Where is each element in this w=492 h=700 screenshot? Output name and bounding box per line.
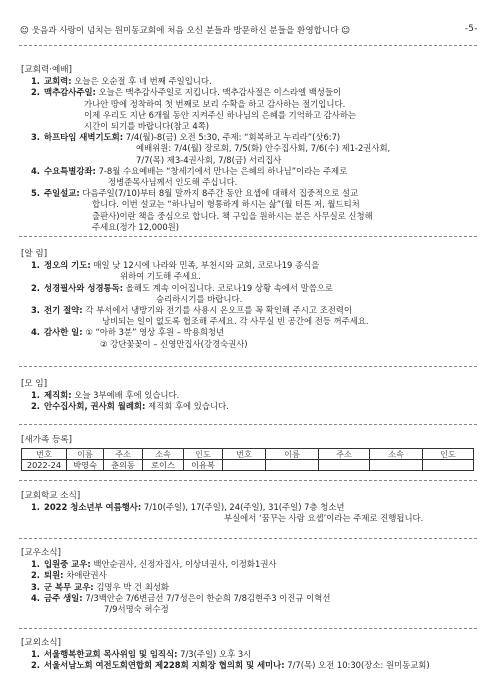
divider — [19, 424, 477, 425]
item-text: 제직회 후에 있습니다. — [148, 401, 229, 412]
item-text-line — [44, 327, 477, 338]
item-text-line: 정병준목사님께서 인도해 주십니다. — [108, 177, 238, 188]
item-label: 금주 생일: — [44, 592, 83, 603]
table-header-cell: 주소 — [319, 449, 370, 460]
list-item — [19, 593, 477, 615]
item-label: 성경필사와 성경통독: — [44, 282, 124, 293]
table-cell — [319, 460, 370, 471]
item-label: 정오의 기도: — [44, 260, 91, 271]
item-number: 2. — [30, 660, 40, 671]
item-number: 4. — [30, 327, 40, 338]
item-number: 1. — [30, 502, 40, 513]
item-text: 올해도 계속 이어집니다. 코로나19 상황 속에서 말씀으로 — [125, 282, 334, 293]
table-header-cell: 인도 — [184, 449, 223, 460]
list-item — [19, 166, 477, 188]
item-label: 감사한 일: — [44, 327, 83, 338]
page-number: -5- — [464, 24, 478, 34]
table-cell: 이유복 — [184, 460, 223, 471]
item-text-line: 시간이 되기를 바랍니다(참고 4쪽) — [84, 121, 210, 132]
section-title: [ 새가족 등록 ] — [19, 435, 74, 446]
table-header-cell: 소속 — [370, 449, 423, 460]
table-cell — [370, 460, 423, 471]
item-text-line: 출판사)이란 책을 중심으로 합니다. 책 구입을 원하시는 분은 사무실로 신청해 — [92, 210, 373, 221]
item-number: 1. — [30, 76, 40, 87]
item-text: 7/3백안순 7/6변금선 7/7성은이 한순희 7/8김현주3 이진규 이혁선 — [85, 592, 331, 603]
item-text-line — [44, 582, 477, 593]
divider — [19, 628, 477, 629]
table-header-cell: 인도 — [423, 449, 474, 460]
item-label: 군 복무 교우: — [44, 581, 94, 592]
item-label: 서울서남노회 여전도회연합회 제228회 지회장 협의회 및 세미나: — [44, 660, 285, 671]
item-text-line — [44, 166, 477, 177]
list-item — [19, 582, 477, 593]
item-text-line — [44, 76, 477, 87]
item-text-line: 주세요(정가 12,000원) — [92, 221, 180, 232]
item-text-line: 승리하시기를 바랍니다. — [156, 293, 243, 304]
item-text: 7/10(주일), 17(주일), 24(주일), 31(주일) 7층 청소년 — [143, 502, 345, 513]
item-number: 1. — [30, 649, 40, 660]
item-label: 서울행복한교회 목사위임 및 임직식: — [44, 649, 178, 660]
section-title: [ 모 임 ] — [19, 379, 49, 390]
section-notice — [19, 248, 477, 350]
section-new-family — [19, 434, 477, 471]
table-cell: 로이스 — [143, 460, 184, 471]
table-header-cell: 번호 — [223, 449, 266, 460]
item-label: 하프타임 새벽기도회: — [44, 132, 124, 143]
table-cell: 2022-24 — [22, 460, 67, 471]
item-text: 7-8월 수요예배는 “창세기에서 만나는 은혜의 하나님”이라는 주제로 — [98, 165, 348, 176]
item-text: 각 부서에서 냉방기와 전기를 사용시 온오프를 꼭 확인해 주시고 조전력이 — [85, 305, 352, 316]
page-header — [20, 24, 478, 36]
item-text-line — [44, 87, 477, 98]
item-label: 2022 청소년부 여름행사: — [44, 502, 142, 513]
list-item — [19, 559, 477, 570]
item-text-line — [44, 188, 477, 199]
item-label: 주일설교: — [44, 188, 80, 199]
section-title: [ 교회력·예배 ] — [19, 65, 74, 76]
item-label: 전기 절약: — [44, 305, 83, 316]
section-title: [ 교회학교 소식 ] — [19, 491, 82, 502]
table-header-cell: 이름 — [67, 449, 104, 460]
item-text-line — [44, 570, 477, 581]
item-text: 오늘 3부예배 후에 있습니다. — [74, 390, 180, 401]
item-number: 1. — [30, 260, 40, 271]
item-text: 오늘은 맥추감사주일로 지킵니다. 맥추감사절은 이스라엘 백성들이 — [98, 87, 342, 98]
list-item — [19, 660, 477, 671]
list-item — [19, 390, 477, 401]
section-members — [19, 547, 477, 615]
item-number: 2. — [30, 282, 40, 293]
list-item — [19, 260, 477, 282]
item-text-line: 합니다. 이번 설교는 “하나님이 형통하게 하시는 삶”(월 터튼 저, 월드티처 — [92, 199, 360, 210]
list-item — [19, 132, 477, 166]
table-cell: 박영숙 — [67, 460, 104, 471]
item-label: 수요특별강좌: — [44, 165, 96, 176]
table-cell: 춘의동 — [104, 460, 143, 471]
top-divider — [19, 45, 477, 46]
table-cell — [223, 460, 266, 471]
item-text: 7/3(주일) 오후 3시 — [180, 649, 252, 660]
item-text-line — [44, 132, 477, 143]
item-text: 7/4(월)-8(금) 오전 5:30, 주제: “회복하고 누리라”(삿6:7) — [125, 132, 341, 143]
table-header-cell: 주소 — [104, 449, 143, 460]
item-label: 안수집사회, 권사회 월례회: — [44, 401, 146, 412]
list-item — [19, 401, 477, 412]
item-number: 3. — [30, 305, 40, 316]
list-item — [19, 76, 477, 87]
section-title: [ 교외소식 ] — [19, 638, 63, 649]
item-number: 3. — [30, 581, 40, 592]
item-number: 4. — [30, 592, 40, 603]
item-number: 2. — [30, 401, 40, 412]
item-number: 2. — [30, 570, 40, 581]
item-number: 1. — [30, 390, 40, 401]
item-label: 퇴원: — [44, 570, 64, 581]
new-family-table — [21, 448, 474, 471]
list-item — [19, 305, 477, 327]
list-item — [19, 87, 477, 132]
item-text-line: 위하여 기도해 주세요. — [120, 271, 201, 282]
item-label: 제직회: — [44, 390, 72, 401]
list-item — [19, 502, 477, 524]
item-text: 오늘은 오순절 후 네 번째 주일입니다. — [74, 76, 212, 87]
list-item — [19, 188, 477, 233]
item-text-line: 부실에서 ‘꿈꾸는 사람 요셉’이라는 주제로 진행됩니다. — [224, 513, 424, 524]
item-label: 맥추감사주일: — [44, 87, 96, 98]
section-school — [19, 490, 477, 525]
table-header-cell: 이름 — [266, 449, 319, 460]
item-label: 교회력: — [44, 76, 72, 87]
item-text-line — [44, 649, 477, 660]
item-text-line: 가나안 땅에 정착하여 첫 번째로 보리 수확을 하고 감사하는 절기입니다. — [84, 98, 346, 109]
item-number: 5. — [30, 188, 40, 199]
section-title: [ 교우소식 ] — [19, 548, 63, 559]
item-text-line — [44, 283, 477, 294]
divider — [19, 366, 477, 367]
item-text-line: 7/7(목) 제3-4권사회, 7/8(금) 서리집사 — [136, 154, 282, 165]
item-text: ① “아하 3분” 영상 후원 – 박용희청년 — [85, 327, 225, 338]
section-outside — [19, 637, 477, 672]
item-text: 다음주일(7/10)부터 8월 말까지 8주간 동안 요셉에 대해서 집중적으로 설교 — [82, 188, 359, 199]
item-number: 1. — [30, 559, 40, 570]
item-text-line — [44, 401, 477, 412]
table-cell — [266, 460, 319, 471]
list-item — [19, 570, 477, 581]
item-text-line — [44, 260, 477, 271]
item-label: 입원중 교우: — [44, 559, 91, 570]
item-text-line — [44, 660, 477, 671]
section-title: [ 알 림 ] — [19, 249, 49, 260]
item-text-line — [44, 593, 477, 604]
item-text-line: 7/9서명숙 허수정 — [104, 604, 169, 615]
item-number: 4. — [30, 165, 40, 176]
item-text: 매일 낮 12시에 나라와 민족, 부천시와 교회, 코로나19 종식을 — [93, 260, 320, 271]
section-worship — [19, 64, 477, 233]
item-text: 김명우 박 건 최성화 — [96, 581, 170, 592]
item-text-line — [44, 305, 477, 316]
divider — [19, 538, 477, 539]
table-cell — [423, 460, 474, 471]
item-text-line: ② 강단꽃꽂이 – 신영만집사(강경숙권사) — [100, 338, 248, 349]
item-text-line — [44, 390, 477, 401]
list-item — [19, 649, 477, 660]
section-meeting — [19, 378, 477, 413]
item-text: 7/7(목) 오전 10:30(장소: 원미동교회) — [287, 660, 430, 671]
item-text: 차애란권사 — [66, 570, 107, 581]
table-header-cell: 소속 — [143, 449, 184, 460]
divider — [19, 480, 477, 481]
divider — [19, 236, 477, 237]
item-text-line: 예배위원: 7/4(월) 장로회, 7/5(화) 안수집사회, 7/6(수) 제1-2권사회, — [136, 143, 391, 154]
list-item — [19, 327, 477, 349]
item-text-line: 이제 우리도 지난 6개월 동안 지켜주신 하나님의 은혜를 기억하고 감사하는 — [84, 109, 356, 120]
item-text-line: 낭비되는 일이 없도록 협조해 주세요. 각 사무실 빈 공간에 전등 꺼주세요. — [102, 316, 369, 327]
header-welcome-text: ☺ 웃음과 사랑이 넘치는 원미동교회에 처음 오신 분들과 방문하신 분들을 환영합니다 ☺ — [20, 26, 351, 36]
item-number: 3. — [30, 132, 40, 143]
list-item — [19, 283, 477, 305]
item-number: 2. — [30, 87, 40, 98]
item-text-line — [44, 559, 477, 570]
item-text: 백안순권사, 신정자집사, 이상녀권사, 이정화1권사 — [93, 559, 277, 570]
item-text-line — [44, 502, 477, 513]
table-header-cell: 번호 — [22, 449, 67, 460]
